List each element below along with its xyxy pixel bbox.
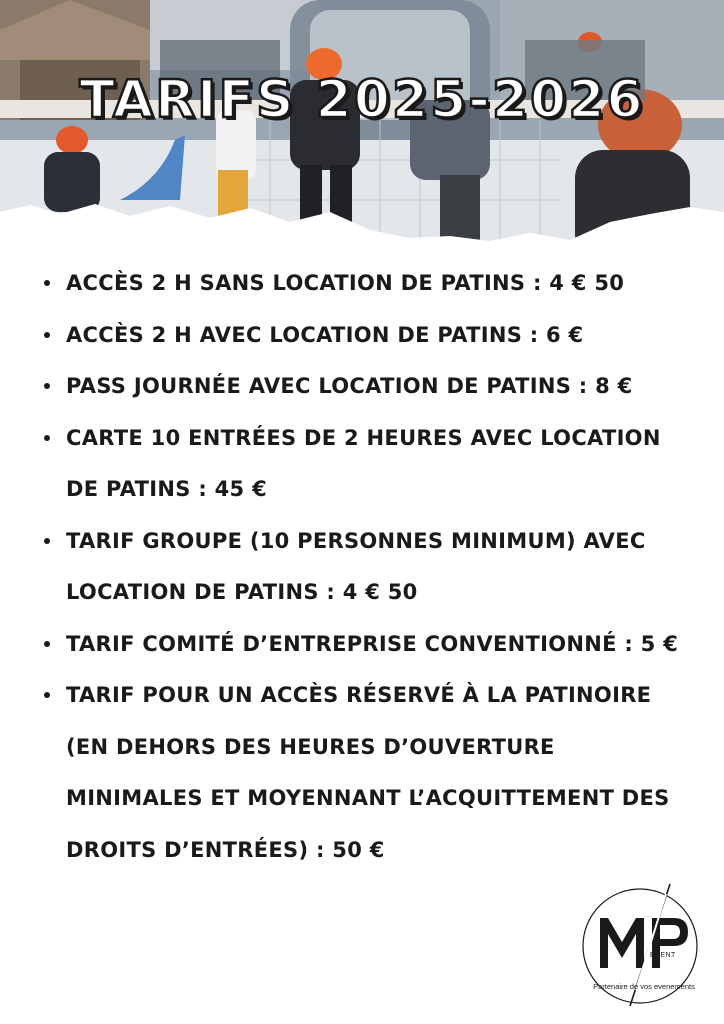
bullet-icon: [44, 641, 50, 647]
price-text: ACCÈS 2 H AVEC LOCATION DE PATINS : 6 €: [66, 322, 584, 347]
logo-tagline: Partenaire de vos evenements: [593, 982, 695, 991]
bullet-icon: [44, 332, 50, 338]
bullet-icon: [44, 435, 50, 441]
list-item: [40, 670, 690, 876]
list-item: [40, 413, 690, 516]
header-photo: [0, 0, 724, 262]
page-title: TARIFS 2025-2026: [79, 70, 645, 130]
bullet-icon: [44, 692, 50, 698]
list-item: [40, 619, 690, 671]
bullet-icon: [44, 280, 50, 286]
price-text: TARIF GROUPE (10 PERSONNES MINIMUM) AVEC LOCATION DE PATINS : 4 € 50: [66, 528, 646, 604]
list-item: [40, 516, 690, 619]
price-text: CARTE 10 ENTRÉES DE 2 HEURES AVEC LOCATION DE PATINS : 45 €: [66, 425, 661, 501]
ice-rink-photo: [0, 0, 724, 262]
bullet-icon: [44, 538, 50, 544]
price-text: TARIF POUR UN ACCÈS RÉSERVÉ À LA PATINOIRE (EN DEHORS DES HEURES D’OUVERTURE MINIMALES ET MOYENNANT L’ACQUITTEMENT DES DROITS D’ENTRÉES) : 50 €: [66, 683, 670, 862]
price-text: TARIF COMITÉ D’ENTREPRISE CONVENTIONNÉ : 5 €: [66, 631, 679, 656]
bullet-icon: [44, 383, 50, 389]
price-text: PASS JOURNÉE AVEC LOCATION DE PATINS : 8 €: [66, 374, 633, 398]
list-item: [40, 361, 690, 413]
price-text: ACCÈS 2 H SANS LOCATION DE PATINS : 4 € 50: [66, 271, 625, 295]
logo-event-text: EVENT: [650, 952, 676, 959]
price-list: [40, 258, 690, 876]
list-item: [40, 258, 690, 310]
list-item: [40, 310, 690, 362]
